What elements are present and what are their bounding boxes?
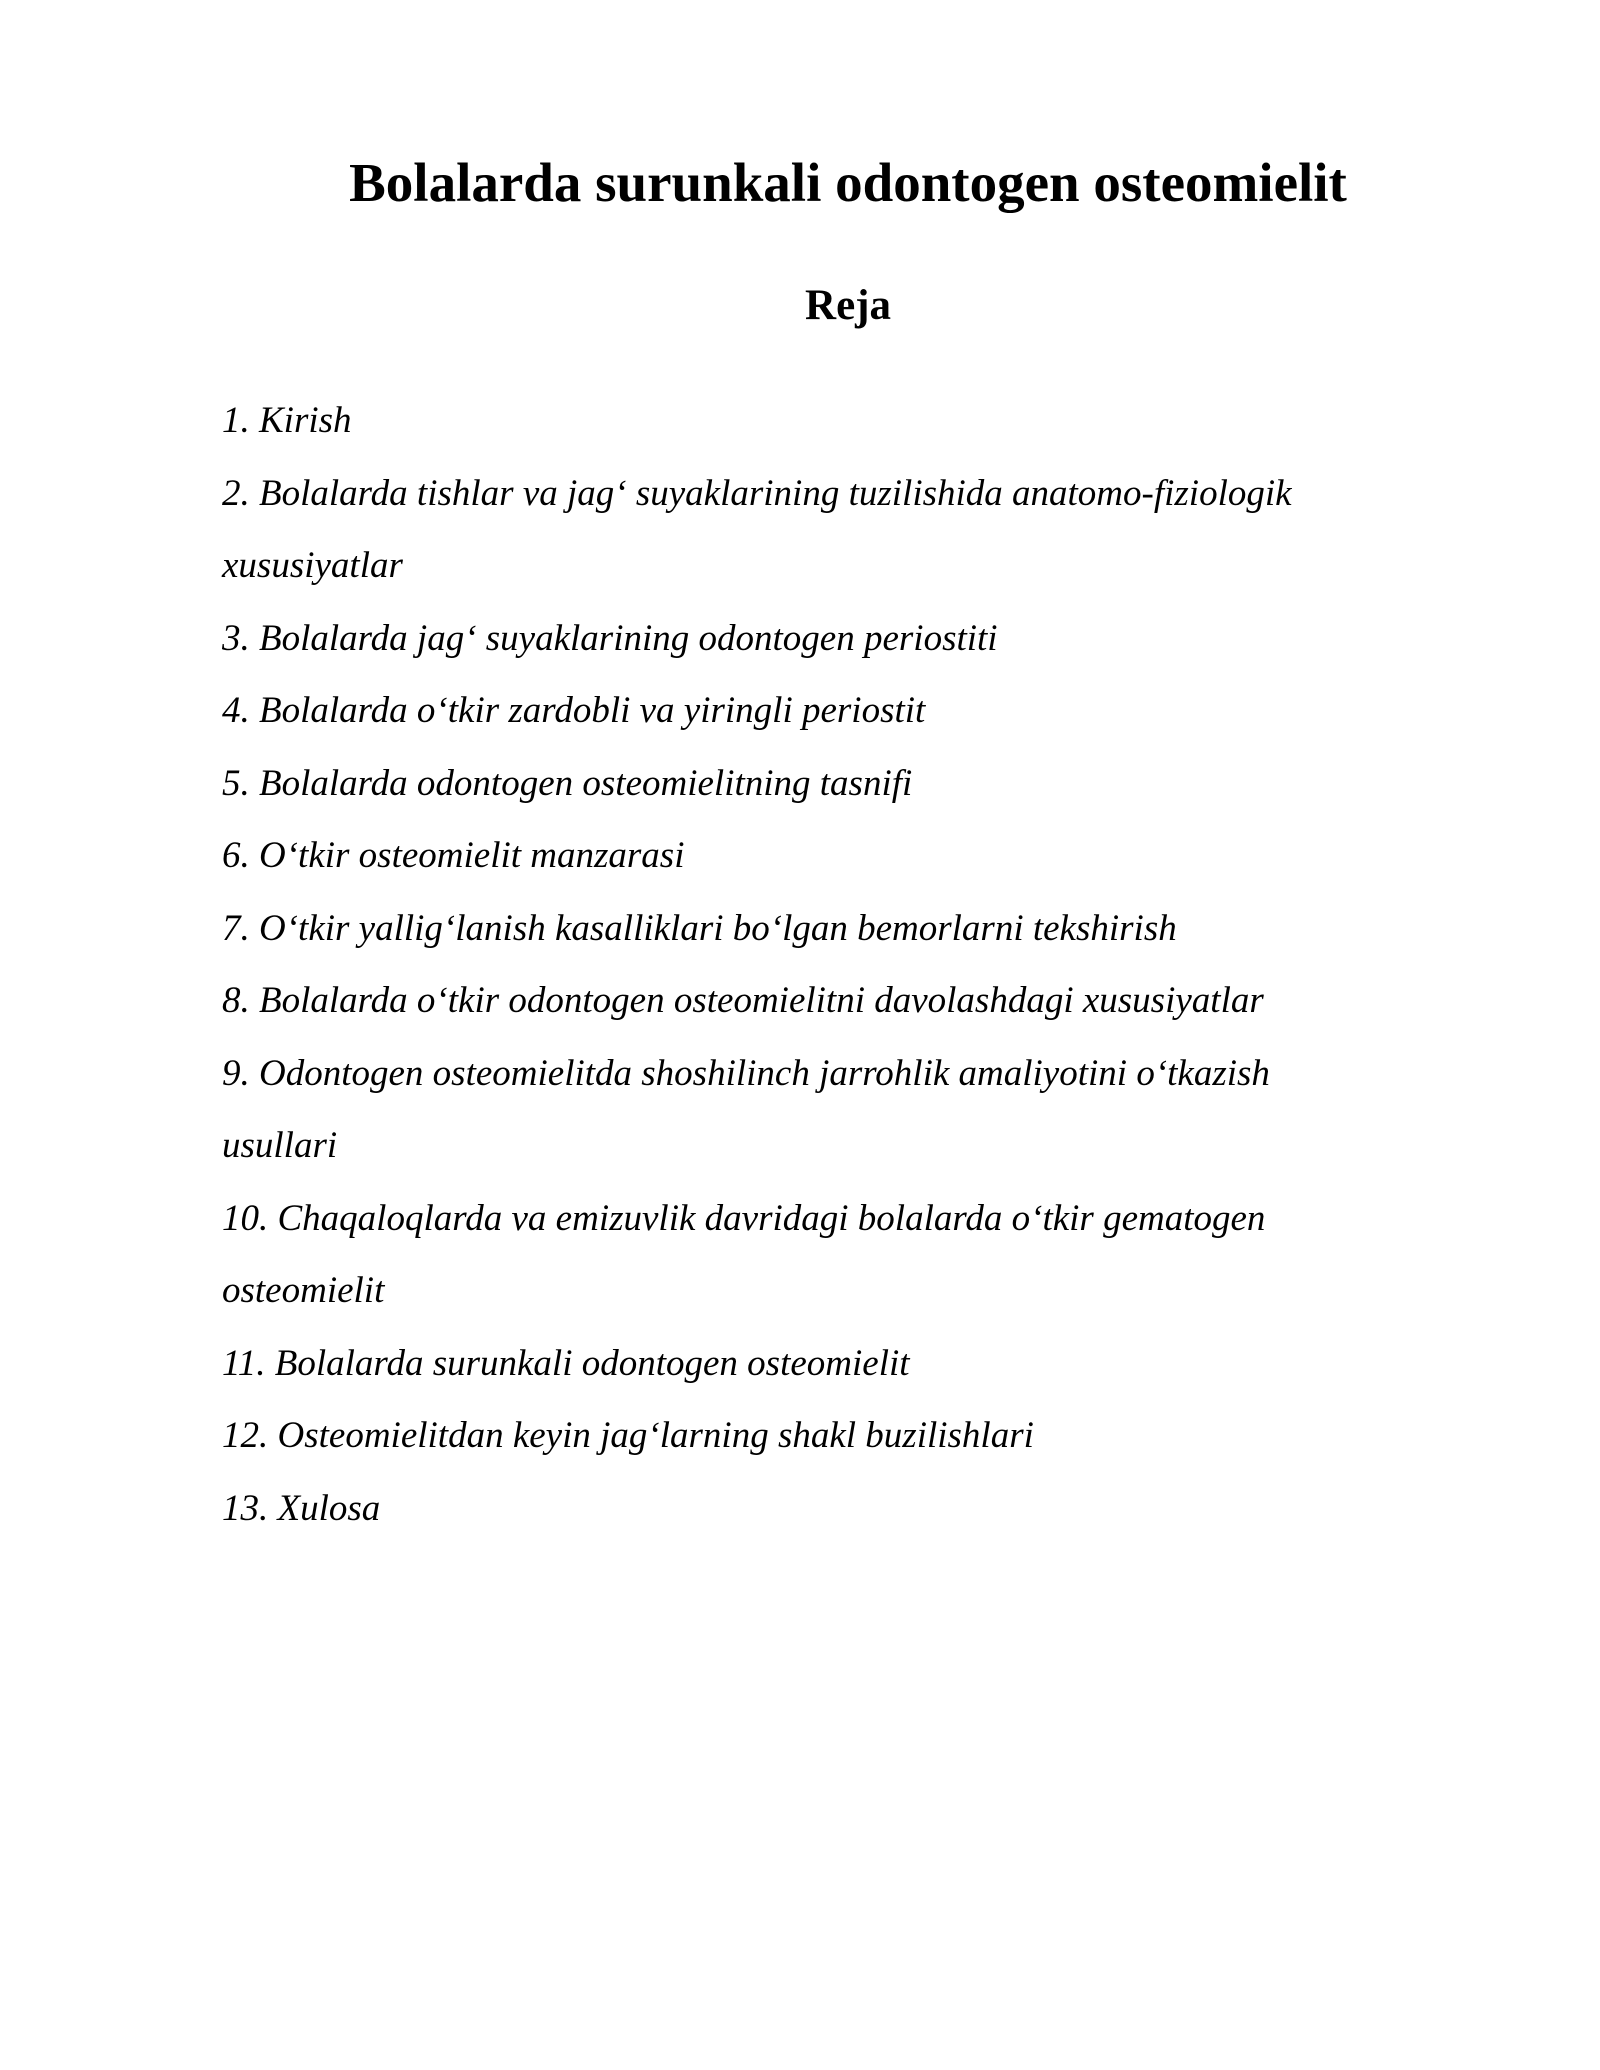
plan-item: 13. Xulosa [222, 1487, 381, 1529]
plan-item: 3. Bolalarda jag‘ suyaklarining odontogen periostiti [222, 617, 998, 659]
plan-item: 11. Bolalarda surunkali odontogen osteomielit [222, 1342, 910, 1384]
plan-item: 9. Odontogen osteomielitda shoshilinch jarrohlik amaliyotini o‘tkazish [222, 1052, 1270, 1094]
plan-list [222, 385, 1462, 1545]
plan-item: 12. Osteomielitdan keyin jag‘larning shakl buzilishlari [222, 1415, 1034, 1456]
plan-item: 1. Kirish [222, 400, 352, 441]
plan-item-continuation: osteomielit [222, 1270, 385, 1311]
plan-item: 2. Bolalarda tishlar va jag‘ suyaklarining tuzilishida anatomo-fiziologik [222, 472, 1292, 514]
plan-item: 4. Bolalarda o‘tkir zardobli va yiringli periostit [222, 690, 926, 731]
plan-item: 10. Chaqaloqlarda va emizuvlik davridagi bolalarda o‘tkir gematogen [222, 1197, 1266, 1239]
plan-item: 5. Bolalarda odontogen osteomielitning tasnifi [222, 762, 913, 804]
plan-item: 7. O‘tkir yallig‘lanish kasalliklari bo‘lgan bemorlarni tekshirish [222, 907, 1177, 949]
plan-item-continuation: xususiyatlar [222, 545, 403, 586]
plan-item: 6. O‘tkir osteomielit manzarasi [222, 835, 685, 876]
document-title: Bolalarda surunkali odontogen osteomielit [349, 152, 1347, 213]
plan-item: 8. Bolalarda o‘tkir odontogen osteomielitni davolashdagi xususiyatlar [222, 980, 1264, 1021]
plan-item-continuation: usullari [222, 1125, 338, 1166]
plan-heading: Reja [805, 282, 891, 329]
